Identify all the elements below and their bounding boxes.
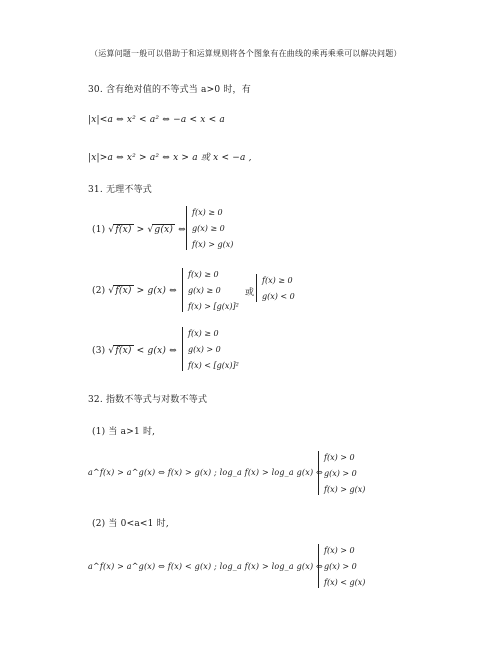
condition-2: g(x) > 0 (188, 345, 221, 354)
section-31-heading: 31. 无理不等式 (88, 185, 152, 195)
radicand-left: f(x) (115, 286, 132, 296)
condition-1: f(x) ≥ 0 (262, 276, 293, 285)
condition-1: f(x) ≥ 0 (188, 270, 219, 279)
condition-3: f(x) < [g(x)]² (188, 361, 239, 370)
operator: < g(x) ⇔ (136, 346, 177, 356)
condition-1: f(x) > 0 (324, 453, 355, 462)
condition-2: g(x) ≥ 0 (188, 286, 221, 295)
condition-3: f(x) > g(x) (324, 485, 366, 494)
system-31-2-alt (256, 274, 316, 304)
condition-2: g(x) < 0 (262, 292, 295, 301)
radicand-left: f(x) (115, 225, 132, 235)
system-32-2 (318, 544, 398, 590)
ineq-31-3: (3) √f(x) < g(x) ⇔ (92, 346, 177, 356)
case-2-expression: a^f(x) > a^g(x) ⇔ f(x) < g(x) ; log_a f(x) > log_a g(x) ⇔ (88, 562, 323, 571)
condition-1: f(x) > 0 (324, 546, 355, 555)
intro-note: （运算问题一般可以借助于和运算规则将各个图象有在曲线的乘再乘乘可以解决问题） (90, 49, 402, 58)
system-31-1 (186, 206, 266, 252)
case-1-condition: (1) 当 a>1 时, (92, 427, 156, 437)
radicand-left: f(x) (115, 346, 132, 356)
ineq-31-2: (2) √f(x) > g(x) ⇔ (92, 286, 177, 296)
system-32-1 (318, 451, 398, 497)
item-label: (1) (92, 225, 106, 235)
condition-3: f(x) > [g(x)]² (188, 302, 239, 311)
condition-1: f(x) ≥ 0 (188, 329, 219, 338)
case-2-condition: (2) 当 0<a<1 时, (92, 519, 169, 529)
section-32-heading: 32. 指数不等式与对数不等式 (88, 395, 208, 405)
operator: > g(x) ⇔ (136, 286, 177, 296)
ineq-31-1: (1) √f(x) > √g(x) ⇔ (92, 225, 186, 235)
item-label: (2) (92, 286, 106, 296)
system-31-3 (182, 327, 262, 373)
section-30-line1: |x|<a ⇔ x² < a² ⇔ −a < x < a (88, 115, 225, 125)
radicand-right: g(x) (154, 225, 174, 235)
section-30-heading: 30. 含有绝对值的不等式当 a>0 时，有 (88, 85, 251, 95)
section-30-line2: |x|>a ⇔ x² > a² ⇔ x > a 或 x < −a , (88, 153, 252, 163)
condition-3: f(x) < g(x) (324, 578, 366, 587)
or-connector: 或 (245, 288, 255, 298)
case-1-expression: a^f(x) > a^g(x) ⇔ f(x) > g(x) ; log_a f(x) > log_a g(x) ⇔ (88, 468, 323, 477)
condition-3: f(x) > g(x) (192, 240, 234, 249)
condition-1: f(x) ≥ 0 (192, 208, 223, 217)
condition-2: g(x) ≥ 0 (192, 224, 225, 233)
operator: > (136, 225, 145, 235)
condition-2: g(x) > 0 (324, 469, 357, 478)
equivalence-arrow: ⇔ (178, 225, 186, 235)
item-label: (3) (92, 346, 106, 356)
condition-2: g(x) > 0 (324, 562, 357, 571)
